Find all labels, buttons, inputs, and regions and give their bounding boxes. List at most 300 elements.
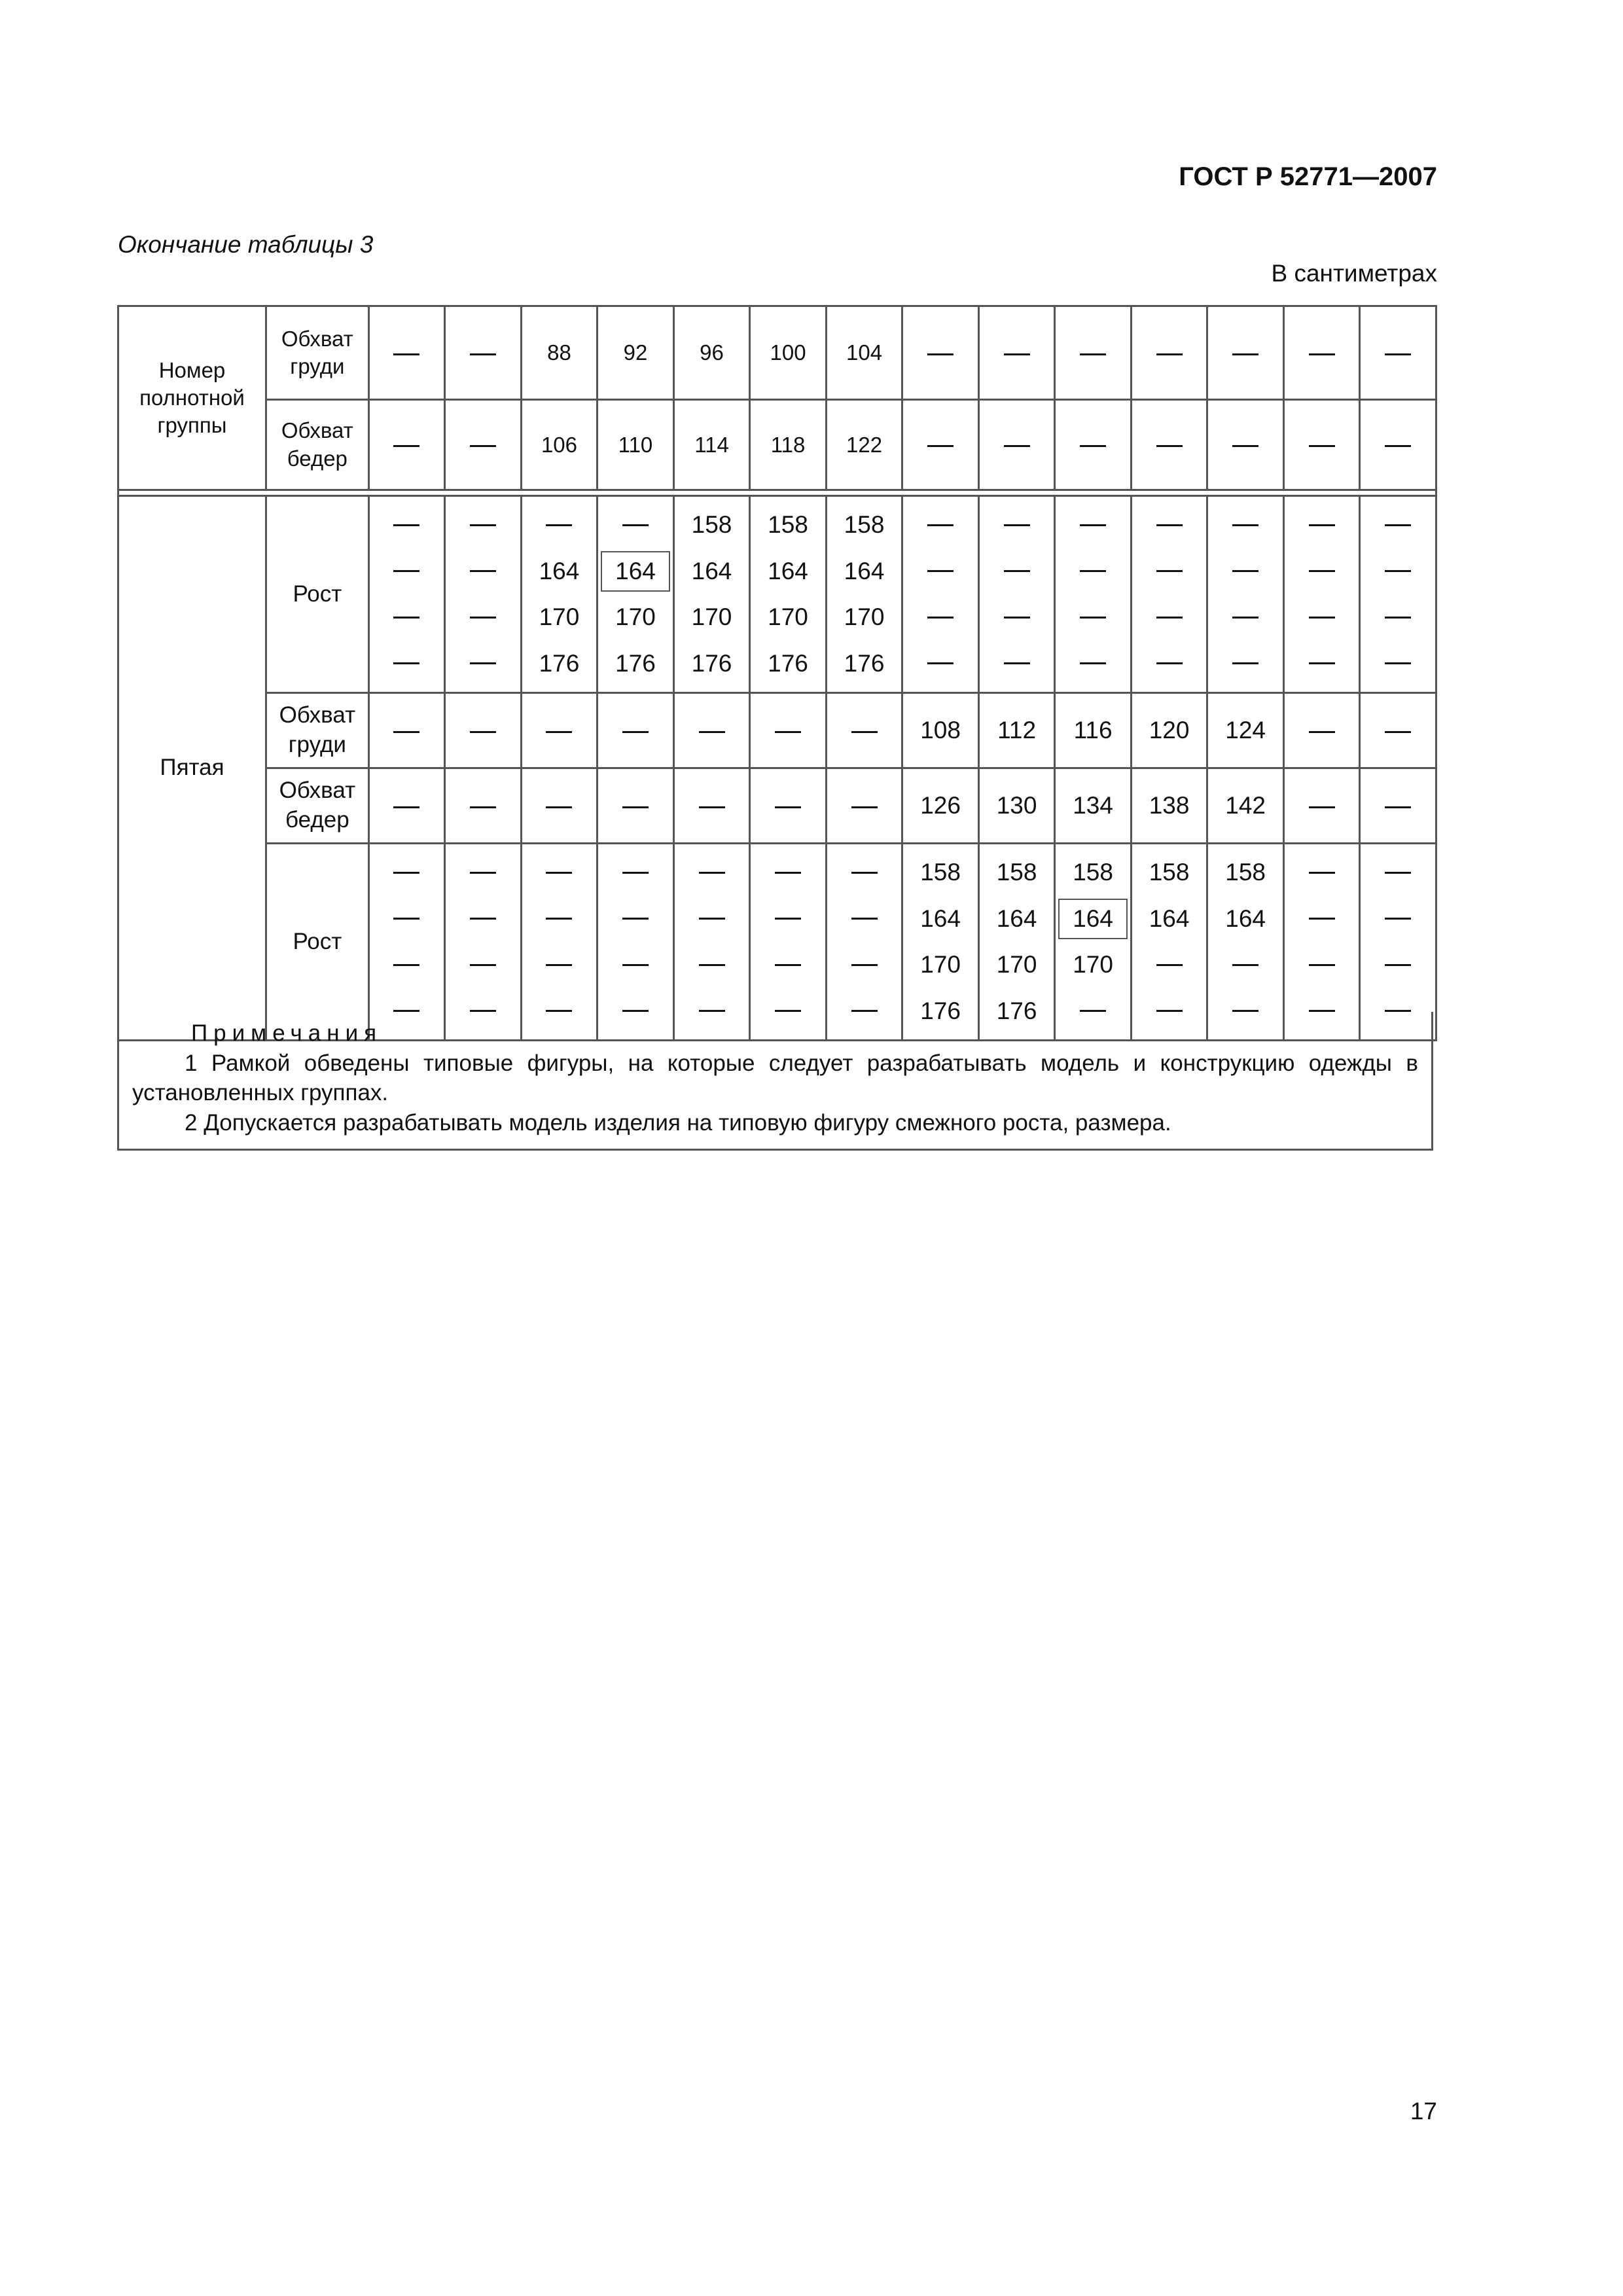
dash-mark [1309,806,1335,808]
dash-mark [1004,353,1030,355]
label-line: бедер [287,446,348,471]
dash-mark [1309,570,1335,572]
dash-mark [393,918,419,920]
height-value: 158 [920,859,961,886]
height-value: 158 [996,859,1037,886]
hip-value [826,768,902,844]
height-value [598,850,673,896]
typical-figure-value: 164 [598,548,673,595]
height-value: 170 [1073,951,1113,978]
height-value: 158 [1073,859,1113,886]
height-value [370,594,444,641]
height-value: 170 [844,603,885,631]
cell-value: 142 [1225,792,1266,819]
height-value [903,641,978,687]
height-value [1361,896,1435,942]
dash-mark [546,524,572,526]
hip-value [1055,400,1132,490]
cell-value: 122 [846,432,883,457]
height-values-cell [750,844,827,1041]
dash-mark [1004,524,1030,526]
hip-value [1131,768,1207,844]
height-value [370,850,444,896]
hip-value [1283,400,1360,490]
height-value [1285,896,1359,942]
dash-mark [470,918,496,920]
hip-value [978,768,1055,844]
height-value [751,942,825,988]
header-line: Номер [158,357,226,382]
dash-mark [927,617,954,619]
height-value [370,502,444,548]
height-value [1285,594,1359,641]
dash-mark [1385,806,1411,808]
chest-value [978,306,1055,400]
label-line: груди [288,732,346,757]
hip-value [445,768,522,844]
dash-mark [546,918,572,920]
note-1: 1 Рамкой обведены типовые фигуры, на которые следует разрабатывать модель и конструкцию одежды в установленных группах. [132,1050,1418,1105]
height-values-cell [750,496,827,693]
dash-mark [393,662,419,664]
chest-value [978,693,1055,768]
dash-mark [470,731,496,733]
chest-value [1360,306,1436,400]
dash-mark [1156,570,1183,572]
dash-mark [1309,617,1335,619]
height-values-cell [978,496,1055,693]
dash-mark [622,524,649,526]
dash-mark [927,353,954,355]
height-value: 164 [1149,905,1190,932]
dash-mark [1156,353,1183,355]
group-name: Пятая [118,496,266,1041]
height-value [1285,548,1359,595]
height-value [1056,502,1130,548]
height-values-cell [1131,496,1207,693]
dash-mark [851,806,878,808]
label-line: Обхват [279,778,356,804]
height-value [370,896,444,942]
dash-mark [1309,353,1335,355]
cell-value: 134 [1073,792,1113,819]
height-value [598,942,673,988]
dash-mark [1004,445,1030,447]
cell-value: 114 [694,432,729,457]
cell-value: 138 [1149,792,1190,819]
height-value [980,641,1054,687]
height-value [675,942,749,988]
dash-mark [1309,918,1335,920]
hip-value [673,768,750,844]
height-value [522,942,597,988]
height-value [903,502,978,548]
height-values-cell [902,496,979,693]
hip-value [368,400,445,490]
dash-mark [927,524,954,526]
height-value [827,850,902,896]
height-value [1208,594,1283,641]
dash-mark [470,617,496,619]
cell-value: 110 [618,432,653,457]
height-values-cell [368,844,445,1041]
height-value [903,548,978,595]
hip-value [1055,768,1132,844]
height-value: 170 [920,951,961,978]
chest-value [445,693,522,768]
height-value [598,896,673,942]
height-value: 158 [768,511,808,539]
dash-mark [393,524,419,526]
dash-mark [1156,524,1183,526]
height-values-cell [1055,844,1132,1041]
dash-mark [775,964,801,966]
height-values-cell [902,844,979,1041]
height-value [675,850,749,896]
height-value [980,502,1054,548]
hip-value [1131,400,1207,490]
group-number-header [118,306,266,490]
cell-value: 92 [623,340,648,365]
hip-value [597,768,674,844]
height-value [370,641,444,687]
height-value [1132,942,1207,988]
dash-mark [470,524,496,526]
height-value [1361,641,1435,687]
height-value [1361,502,1435,548]
dash-mark [546,731,572,733]
chest-value [1055,693,1132,768]
chest-value [826,693,902,768]
height-value [446,850,520,896]
height-values-cell [1055,496,1132,693]
dash-mark [851,964,878,966]
dash-mark [1080,570,1106,572]
dash-mark [393,570,419,572]
dash-mark [470,353,496,355]
note-2: 2 Допускается разрабатывать модель изделия на типовую фигуру смежного роста, размера. [185,1109,1171,1136]
dash-mark [851,731,878,733]
chest-value [445,306,522,400]
height-value [446,502,520,548]
height-values-cell [1207,496,1284,693]
dash-mark [1309,445,1335,447]
chest-value [1055,306,1132,400]
height-values-cell [1131,844,1207,1041]
dash-mark [1156,445,1183,447]
dash-mark [927,662,954,664]
chest-value [673,306,750,400]
height-label: Рост [266,844,369,1041]
cell-value: 106 [541,432,577,457]
dash-mark [699,964,725,966]
hip-value [750,768,827,844]
dash-mark [546,872,572,874]
height-values-cell [1207,844,1284,1041]
hip-girth-label [266,768,369,844]
cell-value: 126 [920,792,961,819]
height-value [1208,942,1283,988]
cell-value: 118 [770,432,806,457]
dash-mark [1232,964,1258,966]
chest-girth-label [266,693,369,768]
height-value: 164 [920,905,961,932]
chest-value [368,306,445,400]
hip-value [1283,768,1360,844]
dash-mark [1232,353,1258,355]
chest-value [597,693,674,768]
chest-value [368,693,445,768]
height-value [1285,942,1359,988]
cell-value: 116 [1073,717,1113,744]
hip-value [1360,768,1436,844]
dash-mark [927,445,954,447]
height-value: 170 [996,951,1037,978]
label-line: Обхват [281,418,353,443]
height-values-cell [1283,844,1360,1041]
dash-mark [1309,731,1335,733]
hip-value [902,768,979,844]
dash-mark [1309,524,1335,526]
height-label: Рост [266,496,369,693]
height-value [903,594,978,641]
chest-value [750,693,827,768]
height-values-cell [445,496,522,693]
dash-mark [470,570,496,572]
height-value [446,548,520,595]
dash-mark [775,872,801,874]
label-line: Обхват [281,326,353,351]
height-value: 170 [768,603,808,631]
height-value [675,896,749,942]
dash-mark [1080,445,1106,447]
height-value: 170 [691,603,732,631]
height-values-cell [597,844,674,1041]
chest-value [521,693,597,768]
cell-value: 108 [920,717,961,744]
dash-mark [1309,662,1335,664]
height-value [1132,641,1207,687]
hip-value [1360,400,1436,490]
dash-mark [1385,353,1411,355]
dash-mark [546,964,572,966]
dash-mark [775,731,801,733]
hip-value [978,400,1055,490]
height-values-cell [368,496,445,693]
label-line: бедер [285,807,349,833]
height-values-cell [521,844,597,1041]
chest-value [1360,693,1436,768]
height-value: 176 [844,649,885,677]
header-divider [118,490,1436,496]
height-value [1361,548,1435,595]
cell-value: 88 [547,340,571,365]
chest-value [902,693,979,768]
height-value: 164 [1225,905,1266,932]
cell-value: 100 [770,340,806,365]
height-values-cell [673,844,750,1041]
height-value [370,942,444,988]
dash-mark [1004,662,1030,664]
height-values-cell [1283,496,1360,693]
notes-box [117,1012,1433,1151]
dash-mark [699,872,725,874]
dash-mark [1156,617,1183,619]
height-value: 170 [539,603,580,631]
dash-mark [393,353,419,355]
hip-value [521,768,597,844]
chest-value [1283,693,1360,768]
height-values-cell [445,844,522,1041]
height-value: 176 [996,997,1037,1024]
cell-value: 96 [700,340,724,365]
dash-mark [622,964,649,966]
chest-value [1131,693,1207,768]
height-value [446,594,520,641]
height-value: 158 [1149,859,1190,886]
dash-mark [699,806,725,808]
dash-mark [393,445,419,447]
height-value [1285,641,1359,687]
dash-mark [470,964,496,966]
hip-value [521,400,597,490]
height-value [598,502,673,548]
dash-mark [393,806,419,808]
height-value [1132,548,1207,595]
dash-mark [699,918,725,920]
height-values-cell [826,844,902,1041]
dash-mark [1232,445,1258,447]
dash-mark [1156,964,1183,966]
dash-mark [546,806,572,808]
chest-value [826,306,902,400]
height-value [1361,594,1435,641]
dash-mark [699,731,725,733]
dash-mark [1156,662,1183,664]
height-value [1132,594,1207,641]
hip-value [368,768,445,844]
chest-girth-label [266,306,369,400]
height-value: 158 [844,511,885,539]
hip-value [1207,400,1284,490]
dash-mark [622,872,649,874]
height-value: 176 [615,649,656,677]
dash-mark [1080,617,1106,619]
dash-mark [1232,617,1258,619]
height-value [446,942,520,988]
dash-mark [393,964,419,966]
dash-mark [622,731,649,733]
dash-mark [1385,918,1411,920]
height-value [446,641,520,687]
dash-mark [1232,570,1258,572]
hip-value [1207,768,1284,844]
dash-mark [470,662,496,664]
height-value [1056,548,1130,595]
dash-mark [1385,964,1411,966]
height-value [1208,548,1283,595]
dash-mark [1080,662,1106,664]
height-value [980,548,1054,595]
dash-mark [470,872,496,874]
dash-mark [393,617,419,619]
dash-mark [1385,662,1411,664]
height-value [1208,641,1283,687]
header-line: полнотной [139,385,245,410]
chest-value [1131,306,1207,400]
dash-mark [1385,524,1411,526]
height-value: 176 [920,997,961,1024]
height-value [1285,502,1359,548]
page-number: 17 [1410,2098,1437,2125]
chest-value [1207,306,1284,400]
cell-value: 120 [1149,717,1190,744]
chest-value [597,306,674,400]
height-value: 164 [768,557,808,584]
dash-mark [1385,617,1411,619]
height-value [446,896,520,942]
height-values-cell [1360,844,1436,1041]
hip-value [673,400,750,490]
height-values-cell [597,496,674,693]
height-value [827,942,902,988]
height-value [1132,502,1207,548]
height-value [522,896,597,942]
height-value: 170 [615,603,656,631]
dash-mark [1385,445,1411,447]
height-value [1056,594,1130,641]
height-values-cell [521,496,597,693]
label-line: Обхват [279,702,356,728]
height-value: 164 [539,557,580,584]
dash-mark [1309,964,1335,966]
height-value [1361,850,1435,896]
dash-mark [775,806,801,808]
chest-value [521,306,597,400]
height-value [751,850,825,896]
height-values-cell [978,844,1055,1041]
cell-value: 124 [1225,717,1266,744]
height-value: 176 [539,649,580,677]
height-value [1361,942,1435,988]
hip-value [445,400,522,490]
height-value: 164 [996,905,1037,932]
cell-value: 104 [846,340,883,365]
cell-value: 130 [996,792,1037,819]
chest-value [902,306,979,400]
dash-mark [470,806,496,808]
dash-mark [1232,524,1258,526]
height-value [522,850,597,896]
dash-mark [622,806,649,808]
height-value [522,502,597,548]
height-value: 158 [691,511,732,539]
height-value [370,548,444,595]
height-value [1056,641,1130,687]
height-values-cell [826,496,902,693]
document-designation: ГОСТ Р 52771—2007 [1179,162,1437,191]
chest-value [750,306,827,400]
dash-mark [1232,662,1258,664]
size-table [117,305,1437,1041]
table-caption: Окончание таблицы 3 [118,231,374,258]
dash-mark [1004,570,1030,572]
dash-mark [1080,524,1106,526]
header-line: группы [157,413,227,438]
height-value: 176 [768,649,808,677]
dash-mark [851,918,878,920]
hip-girth-label [266,400,369,490]
